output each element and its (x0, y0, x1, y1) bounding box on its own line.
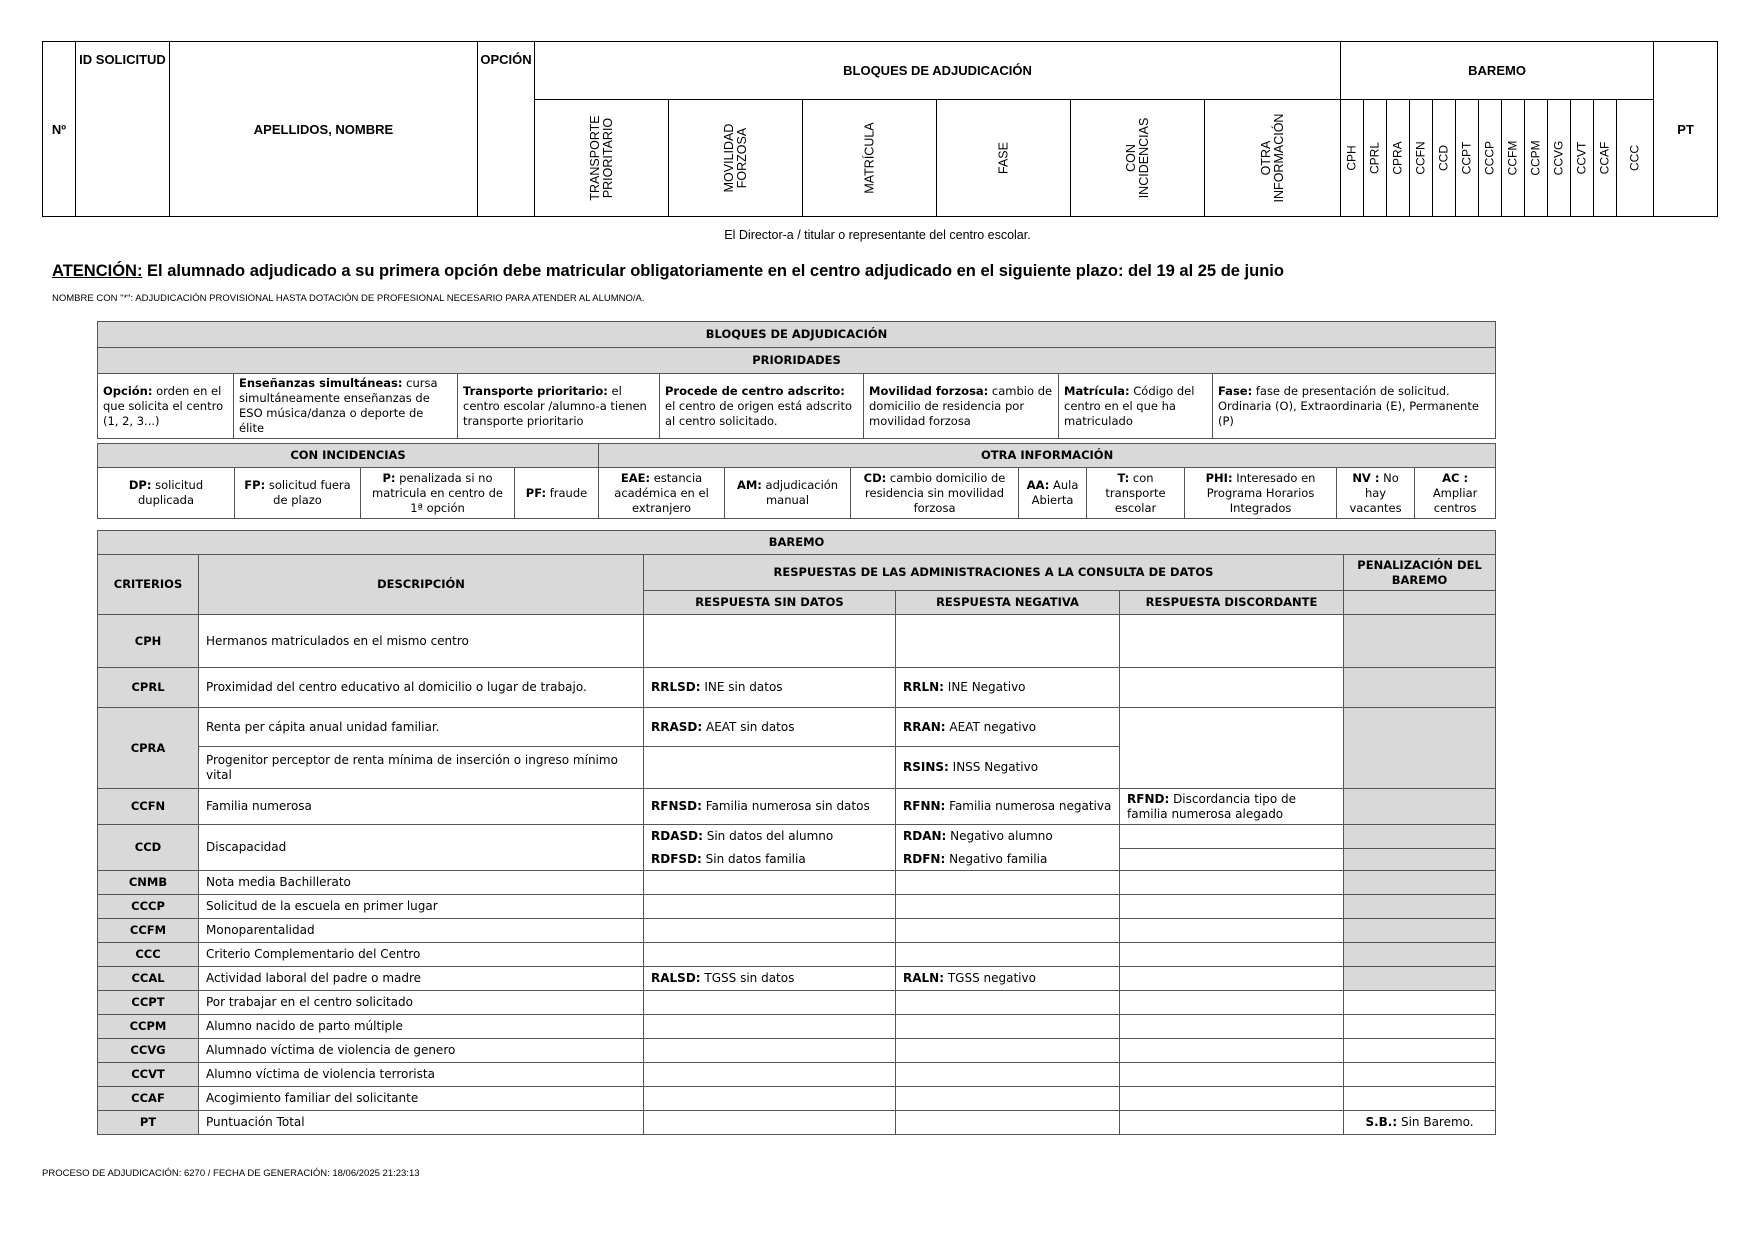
criterio-desc: Actividad laboral del padre o madre (199, 967, 644, 991)
col-pt: PT (1654, 42, 1718, 217)
legend-bloques-table (97, 321, 1496, 439)
penalizacion-cell (1344, 919, 1496, 943)
criterio-code: CPRL (98, 668, 199, 708)
table-row (98, 895, 1496, 919)
sin-datos-cell (644, 615, 896, 668)
penalizacion-cell (1344, 967, 1496, 991)
legend-fp: FP: solicitud fuera de plazo (235, 468, 361, 519)
col-cph: CPH (1341, 100, 1364, 217)
criterio-code: CCD (98, 825, 199, 871)
legend-cd: CD: cambio domicilio de residencia sin movilidad forzosa (851, 468, 1019, 519)
table-row (98, 967, 1496, 991)
footer-process-info: PROCESO DE ADJUDICACIÓN: 6270 / FECHA DE GENERACIÓN: 18/06/2025 21:23:13 (42, 1168, 420, 1179)
penalizacion-cell (1344, 789, 1496, 825)
col-apellidos-nombre: APELLIDOS, NOMBRE (170, 42, 478, 217)
table-row (98, 991, 1496, 1015)
table-row (98, 1111, 1496, 1135)
legend-eae: EAE: estancia académica en el extranjero (599, 468, 725, 519)
sin-datos-header: RESPUESTA SIN DATOS (644, 591, 896, 615)
legend-t: T: con transporte escolar (1087, 468, 1185, 519)
legend-ensenanzas-simultaneas: Enseñanzas simultáneas: cursa simultáneamente enseñanzas de ESO música/danza o deporte de élite (234, 374, 458, 439)
penalizacion-cell (1344, 615, 1496, 668)
atencion-text: El alumnado adjudicado a su primera opción debe matricular obligatoriamente en el centro adjudicado en el siguiente plazo: del 19 al 25 de junio (142, 262, 1284, 280)
sin-datos-cell: RDFSD: Sin datos familia (644, 849, 896, 871)
negativa-cell: RFNN: Familia numerosa negativa (896, 789, 1120, 825)
penalizacion-cell (1344, 708, 1496, 789)
col-opcion: OPCIÓN (478, 42, 535, 217)
discordante-header: RESPUESTA DISCORDANTE (1120, 591, 1344, 615)
discordante-cell (1120, 849, 1344, 871)
criterio-desc: Alumno víctima de violencia terrorista (199, 1063, 644, 1087)
sin-datos-cell: RFNSD: Familia numerosa sin datos (644, 789, 896, 825)
criterio-desc: Hermanos matriculados en el mismo centro (199, 615, 644, 668)
legend-dp: DP: solicitud duplicada (98, 468, 235, 519)
criterio-code: CCPT (98, 991, 199, 1015)
sin-datos-cell: RDASD: Sin datos del alumno (644, 825, 896, 849)
negativa-cell (896, 615, 1120, 668)
table-row (98, 1087, 1496, 1111)
legend-centro-adscrito: Procede de centro adscrito: el centro de origen está adscrito al centro solicitado. (660, 374, 864, 439)
penalizacion-cell (1344, 943, 1496, 967)
criterio-code: CNMB (98, 871, 199, 895)
otra-informacion-title: OTRA INFORMACIÓN (599, 444, 1496, 468)
criterios-header: CRITERIOS (98, 555, 199, 615)
table-row (98, 871, 1496, 895)
negativa-cell: RSINS: INSS Negativo (896, 747, 1120, 789)
criterio-code: CCVG (98, 1039, 199, 1063)
criterio-desc: Alumno nacido de parto múltiple (199, 1015, 644, 1039)
criterio-desc: Familia numerosa (199, 789, 644, 825)
penalizacion-cell (1344, 668, 1496, 708)
col-cprl: CPRL (1364, 100, 1387, 217)
criterio-code: CPRA (98, 708, 199, 789)
discordante-cell (1120, 615, 1344, 668)
legend-transporte-prioritario: Transporte prioritario: el centro escolar /alumno-a tienen transporte prioritario (458, 374, 660, 439)
penalizacion-cell (1344, 871, 1496, 895)
criterio-desc: Renta per cápita anual unidad familiar. (199, 708, 644, 747)
table-row (98, 615, 1496, 668)
negativa-cell: RRAN: AEAT negativo (896, 708, 1120, 747)
results-header-table (42, 41, 1718, 217)
legend-fase: Fase: fase de presentación de solicitud. Ordinaria (O), Extraordinaria (E), Permanente (P) (1213, 374, 1496, 439)
legend-phi: PHI: Interesado en Programa Horarios Integrados (1185, 468, 1337, 519)
col-ccc: CCC (1617, 100, 1654, 217)
col-ccfm: CCFM (1502, 100, 1525, 217)
penalizacion-cell (1344, 895, 1496, 919)
table-row (98, 943, 1496, 967)
director-signature-line: El Director-a / titular o representante del centro escolar. (724, 228, 1031, 242)
discordante-cell (1120, 708, 1344, 789)
negativa-cell: RRLN: INE Negativo (896, 668, 1120, 708)
legend-aa: AA: Aula Abierta (1019, 468, 1087, 519)
criterio-desc: Acogimiento familiar del solicitante (199, 1087, 644, 1111)
col-transporte-prioritario: TRANSPORTE PRIORITARIO (535, 100, 669, 217)
criterio-code: CCVT (98, 1063, 199, 1087)
penalizacion-cell (1344, 1015, 1496, 1039)
criterio-code: CCCP (98, 895, 199, 919)
sin-datos-cell: RRASD: AEAT sin datos (644, 708, 896, 747)
col-ccpm: CCPM (1525, 100, 1548, 217)
penalizacion-cell (1344, 991, 1496, 1015)
penalizacion-cell (1344, 1063, 1496, 1087)
discordante-cell (1120, 668, 1344, 708)
sin-datos-cell (644, 747, 896, 789)
criterio-code: CCC (98, 943, 199, 967)
col-cpra: CPRA (1387, 100, 1410, 217)
criterio-code: CCFM (98, 919, 199, 943)
negativa-cell: RDFN: Negativo familia (896, 849, 1120, 871)
penalizacion-cell (1344, 1039, 1496, 1063)
table-row (98, 789, 1496, 825)
con-incidencias-title: CON INCIDENCIAS (98, 444, 599, 468)
legend-matricula: Matrícula: Código del centro en el que ha matriculado (1059, 374, 1213, 439)
penalizacion-cell (1344, 1087, 1496, 1111)
penalizacion-cell (1344, 825, 1496, 849)
legend-nv: NV : No hay vacantes (1337, 468, 1415, 519)
col-matricula: MATRÍCULA (803, 100, 937, 217)
col-fase: FASE (937, 100, 1071, 217)
prioridades-title: PRIORIDADES (98, 348, 1496, 374)
criterio-desc: Puntuación Total (199, 1111, 644, 1135)
criterio-code: CPH (98, 615, 199, 668)
sin-datos-cell: RALSD: TGSS sin datos (644, 967, 896, 991)
legend-movilidad-forzosa: Movilidad forzosa: cambio de domicilio de residencia por movilidad forzosa (864, 374, 1059, 439)
col-cccp: CCCP (1479, 100, 1502, 217)
penalizacion-cell: S.B.: Sin Baremo. (1344, 1111, 1496, 1135)
criterio-desc: Nota media Bachillerato (199, 871, 644, 895)
col-movilidad-forzosa: MOVILIDAD FORZOSA (669, 100, 803, 217)
penalizacion-subheader (1344, 591, 1496, 615)
table-row (98, 1039, 1496, 1063)
col-ccfn: CCFN (1410, 100, 1433, 217)
criterio-desc: Proximidad del centro educativo al domicilio o lugar de trabajo. (199, 668, 644, 708)
criterio-code: CCPM (98, 1015, 199, 1039)
legend-am: AM: adjudicación manual (725, 468, 851, 519)
col-ccd: CCD (1433, 100, 1456, 217)
legend-p: P: penalizada si no matricula en centro de 1ª opción (361, 468, 515, 519)
baremo-title: BAREMO (98, 531, 1496, 555)
table-row (98, 1015, 1496, 1039)
col-num: Nº (43, 42, 76, 217)
col-con-incidencias: CON INCIDENCIAS (1071, 100, 1205, 217)
criterio-desc: Alumnado víctima de violencia de genero (199, 1039, 644, 1063)
baremo-table (97, 530, 1496, 1135)
legend-title: BLOQUES DE ADJUDICACIÓN (98, 322, 1496, 348)
criterio-code: CCAL (98, 967, 199, 991)
negativa-header: RESPUESTA NEGATIVA (896, 591, 1120, 615)
criterio-desc: Monoparentalidad (199, 919, 644, 943)
respuestas-header: RESPUESTAS DE LAS ADMINISTRACIONES A LA CONSULTA DE DATOS (644, 555, 1344, 591)
legend-opcion: Opción: orden en el que solicita el centro (1, 2, 3...) (98, 374, 234, 439)
col-ccaf: CCAF (1594, 100, 1617, 217)
legend-ac: AC : Ampliar centros (1415, 468, 1496, 519)
table-row (98, 825, 1496, 849)
atencion-notice (52, 262, 1284, 281)
col-group-baremo: BAREMO (1341, 42, 1654, 100)
col-otra-informacion: OTRA INFORMACIÓN (1205, 100, 1341, 217)
criterio-desc: Por trabajar en el centro solicitado (199, 991, 644, 1015)
criterio-desc: Solicitud de la escuela en primer lugar (199, 895, 644, 919)
col-id-solicitud: ID SOLICITUD (76, 42, 170, 217)
sin-datos-cell: RRLSD: INE sin datos (644, 668, 896, 708)
col-ccvt: CCVT (1571, 100, 1594, 217)
table-row (98, 1063, 1496, 1087)
discordante-cell (1120, 825, 1344, 849)
criterio-code: PT (98, 1111, 199, 1135)
descripcion-header: DESCRIPCIÓN (199, 555, 644, 615)
col-ccpt: CCPT (1456, 100, 1479, 217)
provisional-note: NOMBRE CON "*": ADJUDICACIÓN PROVISIONAL HASTA DOTACIÓN DE PROFESIONAL NECESARIO PARA ATENDER AL ALUMNO/A. (52, 293, 645, 304)
penalizacion-cell (1344, 849, 1496, 871)
table-row (98, 919, 1496, 943)
col-ccvg: CCVG (1548, 100, 1571, 217)
legend-pf: PF: fraude (515, 468, 599, 519)
criterio-code: CCAF (98, 1087, 199, 1111)
col-group-bloques: BLOQUES DE ADJUDICACIÓN (535, 42, 1341, 100)
penalizacion-header: PENALIZACIÓN DEL BAREMO (1344, 555, 1496, 591)
negativa-cell: RALN: TGSS negativo (896, 967, 1120, 991)
criterio-desc: Criterio Complementario del Centro (199, 943, 644, 967)
criterio-desc: Progenitor perceptor de renta mínima de inserción o ingreso mínimo vital (199, 747, 644, 789)
table-row (98, 708, 1496, 747)
negativa-cell: RDAN: Negativo alumno (896, 825, 1120, 849)
criterio-code: CCFN (98, 789, 199, 825)
table-row (98, 668, 1496, 708)
atencion-label: ATENCIÓN: (52, 262, 143, 280)
legend-incidencias-table (97, 443, 1496, 519)
criterio-desc: Discapacidad (199, 825, 644, 871)
discordante-cell: RFND: Discordancia tipo de familia numerosa alegado (1120, 789, 1344, 825)
